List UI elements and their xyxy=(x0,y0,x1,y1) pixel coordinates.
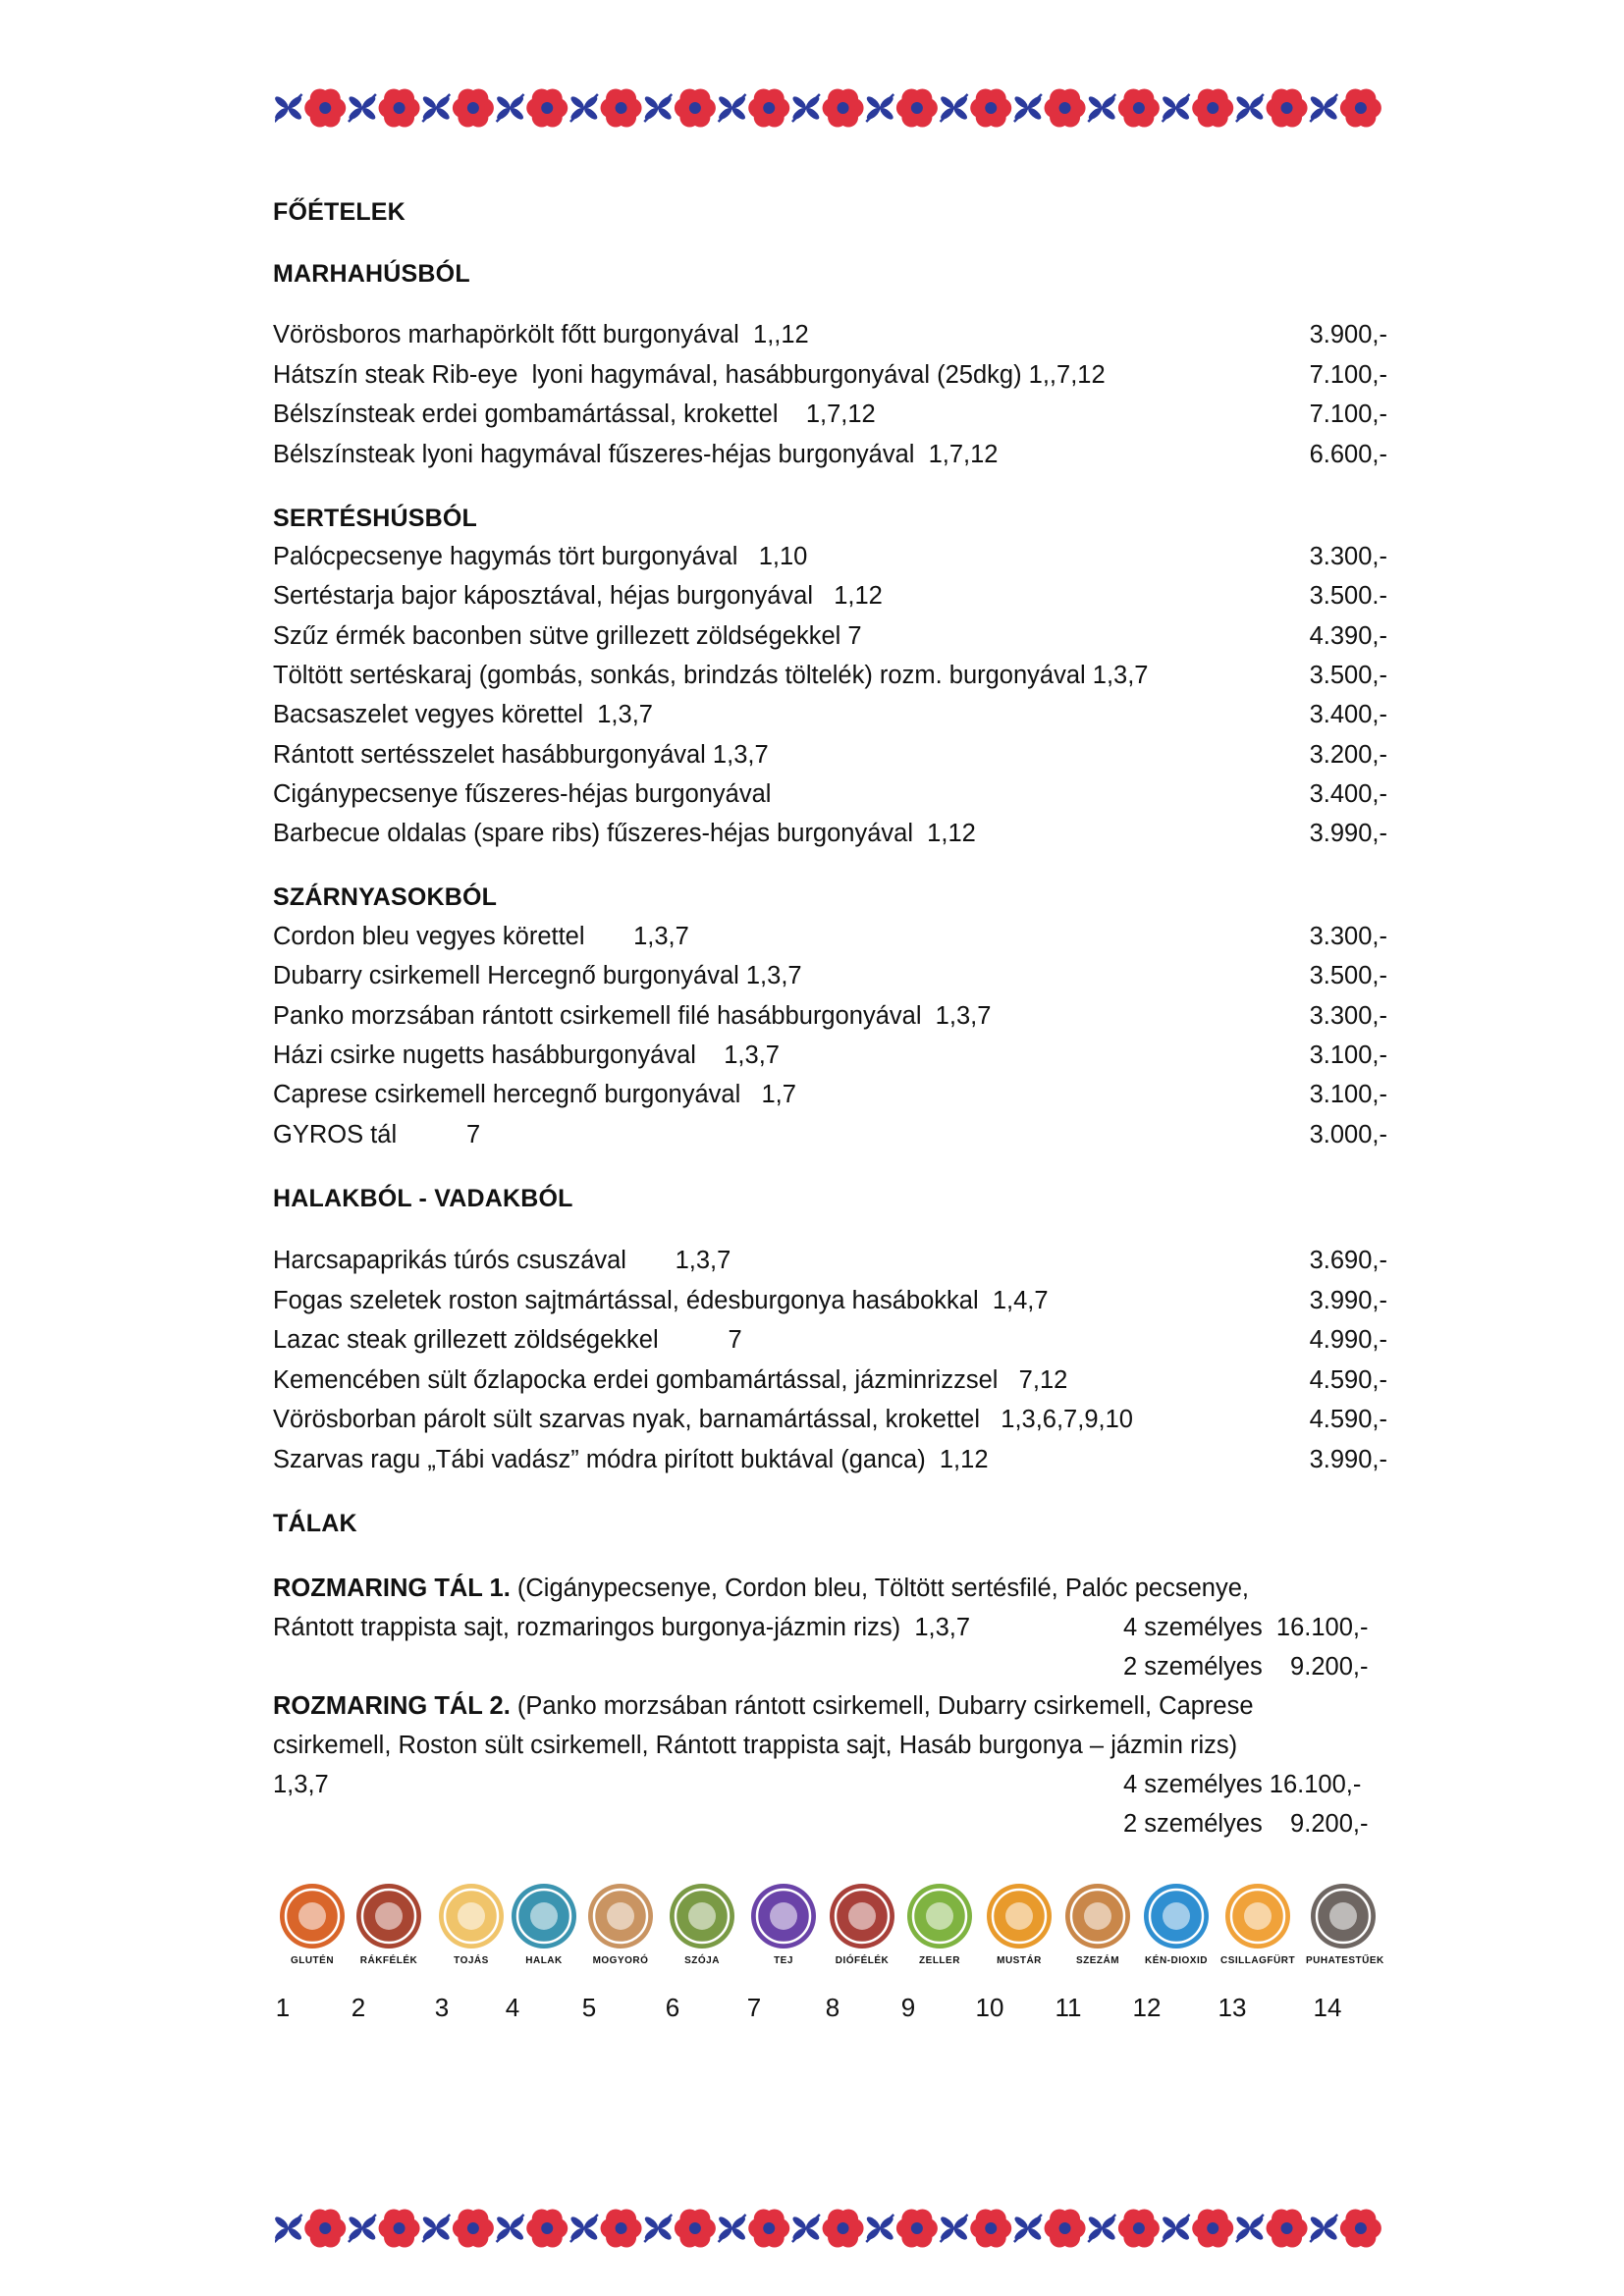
menu-item xyxy=(273,1002,1387,1041)
menu-item-price: 7.100,- xyxy=(1309,400,1387,428)
heading-platters: TÁLAK xyxy=(273,1510,357,1537)
allergen-label: CSILLAGFÜRT xyxy=(1220,1955,1296,1966)
allergen-13 xyxy=(1220,1883,1295,1966)
allergen-label: TOJÁS xyxy=(454,1955,489,1966)
menu-item-name: Bélszínsteak erdei gombamártással, krokettel 1,7,12 xyxy=(273,400,876,428)
menu-item-name: Caprese csirkemell hercegnő burgonyával 1,7 xyxy=(273,1081,796,1109)
allergen-label: SZÓJA xyxy=(684,1955,720,1966)
heading-fish-game: HALAKBÓL - VADAKBÓL xyxy=(273,1185,573,1212)
allergen-label: ZELLER xyxy=(919,1955,960,1966)
menu-item-name: Cigánypecsenye fűszeres-héjas burgonyával xyxy=(273,779,772,808)
menu-item-price: 3.690,- xyxy=(1309,1247,1387,1274)
platter2-line3: 1,3,7 xyxy=(273,1771,329,1798)
heading-pork: SERTÉSHÚSBÓL xyxy=(273,505,477,532)
menu-item xyxy=(273,1287,1387,1326)
menu-item-name: Dubarry csirkemell Hercegnő burgonyával 1,3,7 xyxy=(273,962,802,990)
soy-icon xyxy=(669,1883,735,1949)
allergen-9 xyxy=(902,1883,977,1966)
menu-item-price: 3.500,- xyxy=(1309,661,1387,689)
menu-item-price: 3.200,- xyxy=(1309,740,1387,769)
allergen-number: 12 xyxy=(1132,1993,1162,2022)
menu-item-price: 3.000,- xyxy=(1309,1120,1387,1148)
menu-item-price: 3.900,- xyxy=(1309,321,1387,348)
menu-item-price: 4.990,- xyxy=(1309,1326,1387,1354)
fish-icon xyxy=(511,1883,577,1949)
allergen-number: 8 xyxy=(825,1993,840,2022)
allergen-label: RÁKFÉLÉK xyxy=(359,1955,418,1966)
menu-item xyxy=(273,400,1387,440)
menu-item xyxy=(273,1366,1387,1406)
platter2-serving-2: 2 személyes 9.200,- xyxy=(1123,1810,1369,1838)
menu-item xyxy=(273,741,1387,780)
menu-item-name: Vörösborban párolt sült szarvas nyak, barnamártással, krokettel 1,3,6,7,9,10 xyxy=(273,1406,1133,1433)
folk-border-bottom xyxy=(275,2199,1384,2258)
menu-item-name: Töltött sertéskaraj (gombás, sonkás, brindzás töltelék) rozm. burgonyával 1,3,7 xyxy=(273,661,1149,689)
mustard-icon xyxy=(986,1883,1053,1949)
menu-item xyxy=(273,923,1387,962)
allergen-4 xyxy=(507,1883,581,1966)
allergen-label: MOGYORÓ xyxy=(592,1955,649,1966)
menu-item-price: 3.990,- xyxy=(1309,1445,1387,1473)
menu-item-name: Házi csirke nugetts hasábburgonyával 1,3,7 xyxy=(273,1041,780,1069)
allergen-label: MUSTÁR xyxy=(997,1955,1042,1966)
menu-item-price: 4.590,- xyxy=(1309,1406,1387,1433)
menu-item-price: 3.990,- xyxy=(1309,1286,1387,1314)
menu-item xyxy=(273,582,1387,621)
allergen-number: 7 xyxy=(746,1993,762,2022)
heading-poultry: SZÁRNYASOKBÓL xyxy=(273,883,498,911)
nut-icon xyxy=(829,1883,895,1949)
menu-item-name: Bacsaszelet vegyes körettel 1,3,7 xyxy=(273,701,653,729)
allergen-3 xyxy=(434,1883,509,1966)
sesame-icon xyxy=(1064,1883,1131,1949)
menu-item-name: Vörösboros marhapörkölt főtt burgonyával 1,,12 xyxy=(273,321,809,348)
allergen-11 xyxy=(1060,1883,1135,1966)
menu-item-name: Harcsapaprikás túrós csuszával 1,3,7 xyxy=(273,1247,731,1274)
allergen-number: 4 xyxy=(505,1993,520,2022)
heading-beef: MARHAHÚSBÓL xyxy=(273,260,470,288)
menu-item-price: 3.300,- xyxy=(1309,1001,1387,1030)
platter1-serving-4: 4 személyes 16.100,- xyxy=(1123,1614,1369,1641)
platter1-line1: ROZMARING TÁL 1. (Cigánypecsenye, Cordon bleu, Töltött sertésfilé, Palóc pecsenye, xyxy=(273,1575,1249,1602)
heading-main-courses: FŐÉTELEK xyxy=(273,198,406,226)
menu-item xyxy=(273,1121,1387,1160)
menu-item-price: 6.600,- xyxy=(1309,440,1387,468)
wheat-icon xyxy=(279,1883,346,1949)
platter1-serving-2: 2 személyes 9.200,- xyxy=(1123,1653,1369,1681)
platter2-serving-4: 4 személyes 16.100,- xyxy=(1123,1771,1362,1798)
allergen-10 xyxy=(982,1883,1056,1966)
menu-item xyxy=(273,1041,1387,1081)
menu-item-name: Palócpecsenye hagymás tört burgonyával 1,10 xyxy=(273,543,808,570)
allergen-number: 6 xyxy=(665,1993,680,2022)
platter1-line2: Rántott trappista sajt, rozmaringos burgonya-jázmin rizs) 1,3,7 xyxy=(273,1614,971,1641)
allergen-label: SZEZÁM xyxy=(1075,1955,1120,1966)
menu-item xyxy=(273,361,1387,400)
menu-item-name: Szarvas ragu „Tábi vadász” módra pirított buktával (ganca) 1,12 xyxy=(273,1445,989,1473)
peanut-icon xyxy=(587,1883,654,1949)
allergen-number: 14 xyxy=(1313,1993,1342,2022)
shell-icon xyxy=(1310,1883,1377,1949)
menu-item-price: 7.100,- xyxy=(1309,360,1387,389)
allergen-12 xyxy=(1139,1883,1214,1966)
menu-item xyxy=(273,1326,1387,1365)
menu-item xyxy=(273,1081,1387,1120)
allergen-label: HALAK xyxy=(525,1955,563,1966)
shrimp-icon xyxy=(355,1883,422,1949)
allergen-number: 10 xyxy=(975,1993,1004,2022)
allergen-8 xyxy=(825,1883,899,1966)
allergen-label: KÉN-DIOXID xyxy=(1145,1955,1208,1966)
menu-item xyxy=(273,780,1387,820)
allergen-14 xyxy=(1306,1883,1384,1966)
menu-item-name: Sertéstarja bajor káposztával, héjas burgonyával 1,12 xyxy=(273,582,883,611)
allergen-number: 2 xyxy=(351,1993,366,2022)
allergen-number: 13 xyxy=(1218,1993,1247,2022)
menu-item-name: Hátszín steak Rib-eye lyoni hagymával, hasábburgonyával (25dkg) 1,,7,12 xyxy=(273,360,1106,389)
menu-item xyxy=(273,701,1387,740)
menu-item-price: 3.500.- xyxy=(1309,582,1387,611)
menu-item-name: Kemencében sült őzlapocka erdei gombamártással, jázminrizzsel 7,12 xyxy=(273,1365,1068,1394)
allergen-5 xyxy=(583,1883,658,1966)
menu-item-price: 4.590,- xyxy=(1309,1365,1387,1394)
bottle-icon xyxy=(1143,1883,1210,1949)
menu-item-price: 3.100,- xyxy=(1309,1081,1387,1109)
allergen-number: 5 xyxy=(581,1993,597,2022)
menu-item-name: Barbecue oldalas (spare ribs) fűszeres-héjas burgonyával 1,12 xyxy=(273,820,976,848)
menu-item xyxy=(273,1247,1387,1286)
milk-icon xyxy=(750,1883,817,1949)
menu-item-name: GYROS tál 7 xyxy=(273,1120,481,1148)
allergen-number: 9 xyxy=(900,1993,916,2022)
menu-item xyxy=(273,662,1387,701)
menu-item-name: Lazac steak grillezett zöldségekkel 7 xyxy=(273,1326,742,1354)
menu-item-name: Cordon bleu vegyes körettel 1,3,7 xyxy=(273,923,689,950)
platter2-line2: csirkemell, Roston sült csirkemell, Rántott trappista sajt, Hasáb burgonya – jázmin rizs) xyxy=(273,1732,1238,1759)
allergen-6 xyxy=(665,1883,739,1966)
menu-item-price: 4.390,- xyxy=(1309,621,1387,650)
menu-item xyxy=(273,962,1387,1001)
allergen-number: 1 xyxy=(275,1993,291,2022)
menu-item-name: Bélszínsteak lyoni hagymával fűszeres-héjas burgonyával 1,7,12 xyxy=(273,440,999,468)
menu-item-price: 3.500,- xyxy=(1309,962,1387,990)
allergen-label: TEJ xyxy=(774,1955,793,1966)
allergen-7 xyxy=(746,1883,821,1966)
menu-item xyxy=(273,622,1387,662)
lupin-icon xyxy=(1224,1883,1291,1949)
folk-border-top xyxy=(275,79,1384,137)
menu-item-price: 3.300,- xyxy=(1309,543,1387,570)
menu-item xyxy=(273,820,1387,859)
menu-item-price: 3.400,- xyxy=(1309,779,1387,808)
menu-item xyxy=(273,1406,1387,1445)
allergen-label: DIÓFÉLÉK xyxy=(835,1955,890,1966)
allergen-2 xyxy=(352,1883,426,1966)
menu-item-name: Fogas szeletek roston sajtmártással, édesburgonya hasábokkal 1,4,7 xyxy=(273,1286,1049,1314)
menu-item xyxy=(273,543,1387,582)
allergen-number: 3 xyxy=(434,1993,450,2022)
menu-item xyxy=(273,321,1387,360)
menu-item-name: Panko morzsában rántott csirkemell filé hasábburgonyával 1,3,7 xyxy=(273,1001,992,1030)
allergen-label: GLUTÉN xyxy=(290,1955,335,1966)
menu-item-price: 3.100,- xyxy=(1309,1041,1387,1069)
platter2-line1: ROZMARING TÁL 2. (Panko morzsában rántott csirkemell, Dubarry csirkemell, Caprese xyxy=(273,1692,1254,1720)
menu-item xyxy=(273,441,1387,480)
menu-item-name: Rántott sertésszelet hasábburgonyával 1,3,7 xyxy=(273,740,769,769)
celery-icon xyxy=(906,1883,973,1949)
menu-item xyxy=(273,1446,1387,1485)
menu-item-price: 3.400,- xyxy=(1309,701,1387,729)
allergen-1 xyxy=(275,1883,350,1966)
egg-icon xyxy=(438,1883,505,1949)
menu-item-price: 3.990,- xyxy=(1309,820,1387,848)
allergen-number: 11 xyxy=(1055,1993,1082,2022)
allergen-label: PUHATESTŰEK xyxy=(1306,1955,1384,1966)
menu-item-price: 3.300,- xyxy=(1309,923,1387,950)
menu-item-name: Szűz érmék baconben sütve grillezett zöldségekkel 7 xyxy=(273,621,862,650)
